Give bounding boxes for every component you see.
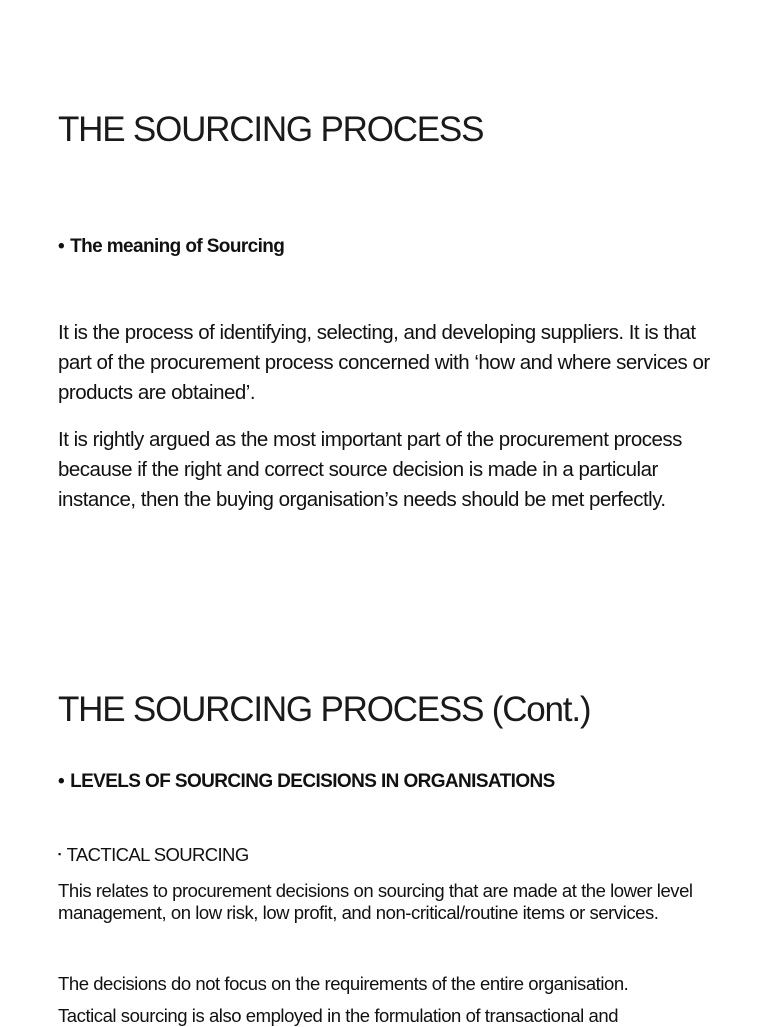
paragraph: This relates to procurement decisions on sourcing that are made at the lower level management, on low risk, low profit, and non-critical/routine items or services. [58, 880, 693, 923]
paragraph: It is the process of identifying, selecting, and developing suppliers. It is that part of the procurement process concerned with ‘how and where services or products are obtained’. [58, 321, 710, 404]
paragraph: Tactical sourcing is also employed in the formulation of transactional and [58, 1005, 619, 1026]
bullet-text: LEVELS OF SOURCING DECISIONS IN ORGANISATIONS [70, 771, 555, 792]
bullet-item [58, 236, 284, 258]
bullet-item [58, 771, 555, 793]
paragraph: The decisions do not focus on the requirements of the entire organisation. [58, 973, 629, 994]
sub-bullet-item [58, 844, 249, 866]
slide-2 [0, 600, 768, 1024]
square-bullet-icon: ▪ [58, 849, 61, 860]
subheading-text: TACTICAL SOURCING [66, 844, 249, 865]
bullet-text: The meaning of Sourcing [70, 236, 285, 257]
slide-title: THE SOURCING PROCESS [58, 110, 484, 149]
slide-title: THE SOURCING PROCESS (Cont.) [58, 690, 591, 729]
bullet-icon: • [58, 236, 65, 257]
bullet-icon: • [58, 771, 65, 792]
paragraph: It is rightly argued as the most important part of the procurement process because if the right and correct source decision is made in a particular instance, then the buying organisation’s needs should be met perfectly. [58, 428, 682, 511]
